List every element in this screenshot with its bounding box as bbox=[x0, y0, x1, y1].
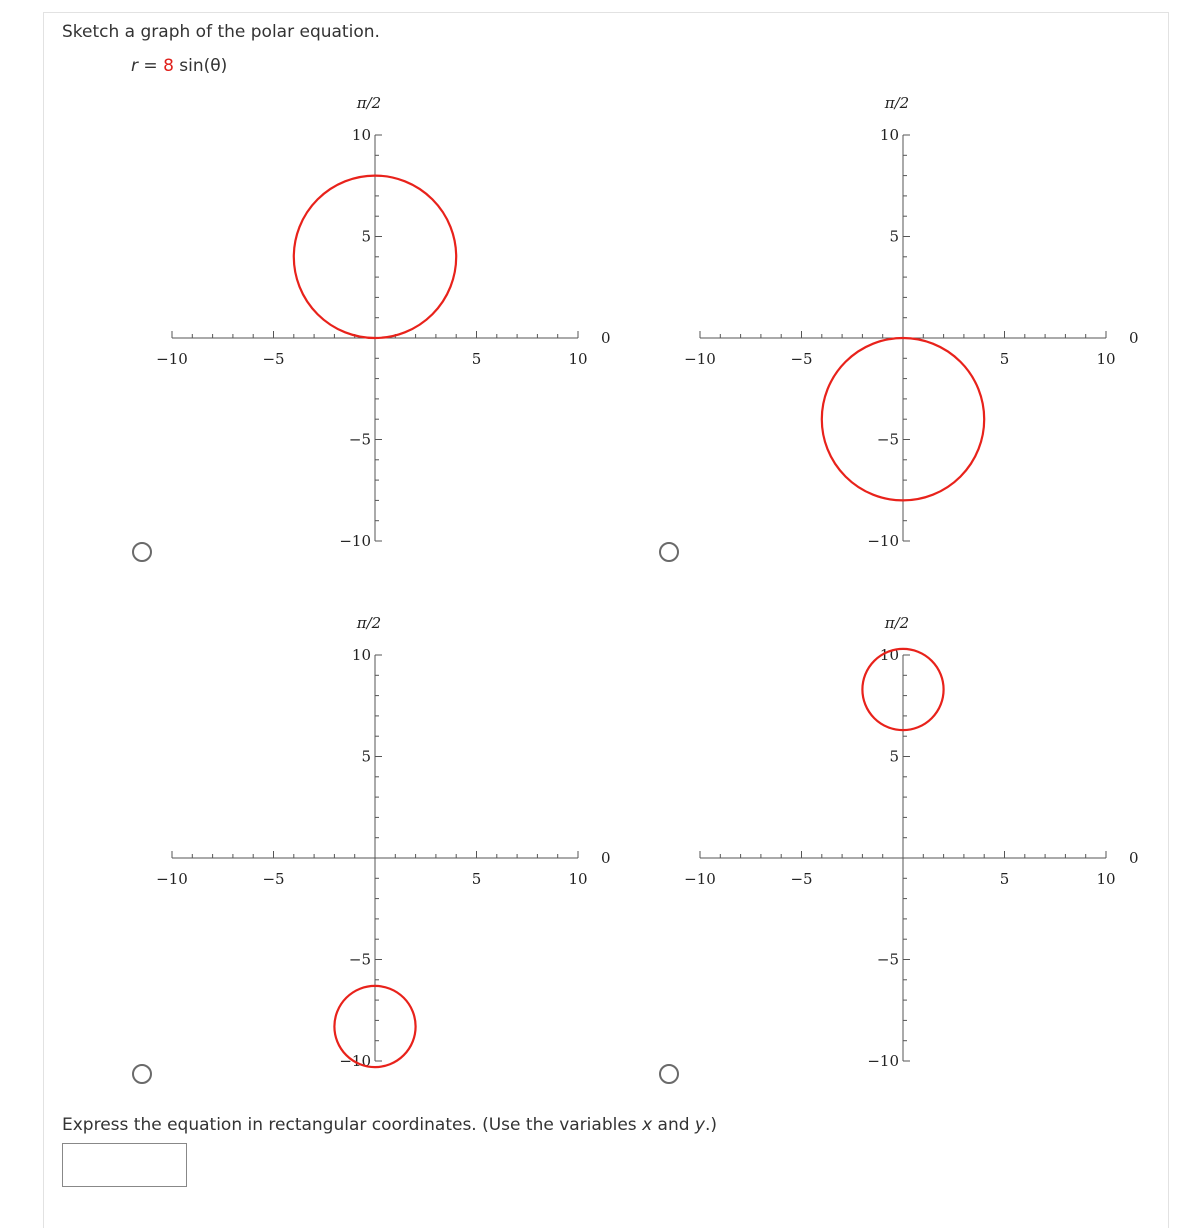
y-tick-label: −5 bbox=[348, 430, 371, 449]
x-tick-label: 10 bbox=[1096, 350, 1116, 368]
y-tick-label: −10 bbox=[867, 1052, 899, 1070]
y-tick-label: 5 bbox=[361, 227, 371, 246]
x-tick-label: −5 bbox=[262, 870, 285, 888]
radio-option-c[interactable] bbox=[132, 1064, 152, 1084]
x-tick-label: −10 bbox=[156, 870, 188, 888]
angle-label-pi-over-2: π/2 bbox=[884, 94, 910, 112]
y-tick-label: 5 bbox=[889, 747, 899, 766]
radio-option-b[interactable] bbox=[659, 542, 679, 562]
angle-label-zero: 0 bbox=[601, 849, 611, 867]
x-tick-label: −5 bbox=[262, 350, 285, 368]
equation-function: sin(θ) bbox=[173, 56, 228, 76]
plot-svg bbox=[130, 90, 611, 590]
angle-label-zero: 0 bbox=[1129, 849, 1139, 867]
angle-label-pi-over-2: π/2 bbox=[356, 94, 382, 112]
radio-option-a[interactable] bbox=[132, 542, 152, 562]
x-tick-label: 10 bbox=[1096, 870, 1116, 888]
graph-option-b bbox=[658, 90, 1139, 590]
question-prompt: Sketch a graph of the polar equation. bbox=[62, 22, 380, 42]
y-tick-label: −5 bbox=[876, 950, 899, 969]
x-tick-label: 5 bbox=[999, 350, 1010, 368]
y-tick-label: −10 bbox=[339, 1052, 371, 1070]
x-tick-label: −10 bbox=[156, 350, 188, 368]
y-tick-label: 5 bbox=[889, 227, 899, 246]
x-tick-label: −10 bbox=[684, 350, 716, 368]
graph-option-c bbox=[130, 610, 611, 1110]
rectangular-answer-input[interactable] bbox=[62, 1143, 187, 1187]
y-tick-label: 10 bbox=[879, 126, 899, 144]
y-tick-label: −10 bbox=[867, 532, 899, 550]
y-tick-label: 10 bbox=[879, 646, 899, 664]
graph-option-a bbox=[130, 90, 611, 590]
plot-svg bbox=[130, 610, 611, 1110]
angle-label-pi-over-2: π/2 bbox=[884, 614, 910, 632]
y-tick-label: 10 bbox=[351, 646, 371, 664]
x-tick-label: 5 bbox=[471, 870, 482, 888]
x-tick-label: −5 bbox=[790, 870, 813, 888]
y-tick-label: −5 bbox=[348, 950, 371, 969]
x-tick-label: −10 bbox=[684, 870, 716, 888]
rectangular-instructions: Express the equation in rectangular coordinates. (Use the variables x and y.) bbox=[62, 1115, 718, 1135]
graph-option-d bbox=[658, 610, 1139, 1110]
y-tick-label: −10 bbox=[339, 532, 371, 550]
x-tick-label: 5 bbox=[471, 350, 482, 368]
angle-label-zero: 0 bbox=[1129, 329, 1139, 347]
angle-label-pi-over-2: π/2 bbox=[356, 614, 382, 632]
y-tick-label: 10 bbox=[351, 126, 371, 144]
angle-label-zero: 0 bbox=[601, 329, 611, 347]
y-tick-label: −5 bbox=[876, 430, 899, 449]
x-tick-label: 5 bbox=[999, 870, 1010, 888]
equation-lhs: r bbox=[131, 56, 138, 76]
plot-svg bbox=[658, 610, 1139, 1110]
y-tick-label: 5 bbox=[361, 747, 371, 766]
polar-equation bbox=[131, 56, 227, 76]
plot-svg bbox=[658, 90, 1139, 590]
equation-equals: = bbox=[138, 56, 164, 76]
radio-option-d[interactable] bbox=[659, 1064, 679, 1084]
x-tick-label: 10 bbox=[568, 350, 588, 368]
equation-coefficient: 8 bbox=[163, 56, 174, 76]
x-tick-label: 10 bbox=[568, 870, 588, 888]
x-tick-label: −5 bbox=[790, 350, 813, 368]
